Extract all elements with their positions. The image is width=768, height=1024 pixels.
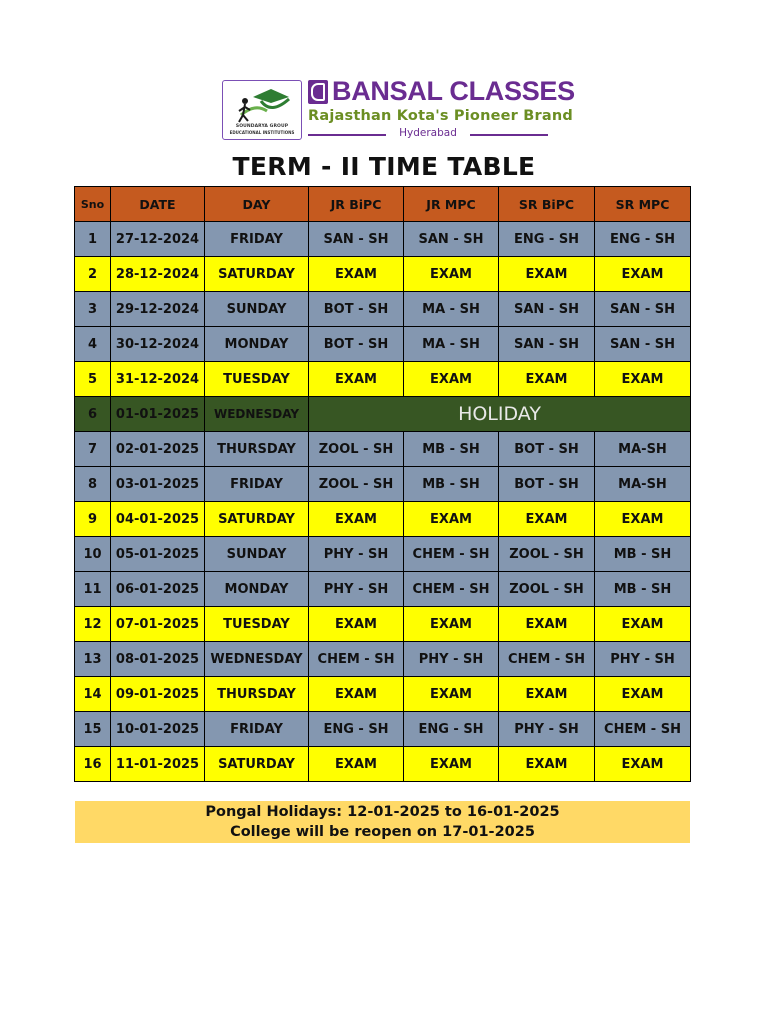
table-row (75, 642, 691, 677)
cell-sno: 7 (75, 432, 111, 467)
table-row (75, 677, 691, 712)
cell-sno: 10 (75, 537, 111, 572)
cell-jr-mpc: PHY - SH (404, 642, 499, 677)
table-row (75, 432, 691, 467)
cell-jr-mpc: CHEM - SH (404, 537, 499, 572)
cell-day: SATURDAY (205, 502, 309, 537)
cell-sr-bipc: EXAM (499, 747, 595, 782)
cell-sno: 16 (75, 747, 111, 782)
column-header-sr-bipc: SR BiPC (499, 187, 595, 222)
table-row (75, 292, 691, 327)
cell-date: 07-01-2025 (111, 607, 205, 642)
cell-jr-bipc: EXAM (309, 502, 404, 537)
table-row (75, 537, 691, 572)
cell-sr-bipc: ZOOL - SH (499, 537, 595, 572)
cell-day: FRIDAY (205, 712, 309, 747)
cell-sno: 9 (75, 502, 111, 537)
cell-sno: 14 (75, 677, 111, 712)
holiday-cell: HOLIDAY (309, 397, 691, 432)
table-row (75, 747, 691, 782)
cell-jr-mpc: EXAM (404, 747, 499, 782)
cell-jr-bipc: SAN - SH (309, 222, 404, 257)
cell-day: TUESDAY (205, 362, 309, 397)
header (222, 76, 575, 140)
cell-jr-mpc: EXAM (404, 677, 499, 712)
cell-date: 09-01-2025 (111, 677, 205, 712)
cell-date: 01-01-2025 (111, 397, 205, 432)
cell-sr-bipc: PHY - SH (499, 712, 595, 747)
cell-date: 06-01-2025 (111, 572, 205, 607)
cell-sr-bipc: EXAM (499, 677, 595, 712)
cell-sno: 13 (75, 642, 111, 677)
brand-city (308, 127, 548, 141)
cell-jr-bipc: CHEM - SH (309, 642, 404, 677)
cell-sr-mpc: CHEM - SH (595, 712, 691, 747)
cell-date: 27-12-2024 (111, 222, 205, 257)
cell-day: WEDNESDAY (205, 397, 309, 432)
cell-jr-bipc: PHY - SH (309, 537, 404, 572)
cell-day: FRIDAY (205, 467, 309, 502)
cell-sr-bipc: EXAM (499, 607, 595, 642)
cell-jr-bipc: PHY - SH (309, 572, 404, 607)
cell-jr-bipc: EXAM (309, 362, 404, 397)
cell-sr-bipc: SAN - SH (499, 292, 595, 327)
cell-day: TUESDAY (205, 607, 309, 642)
cell-sr-mpc: SAN - SH (595, 327, 691, 362)
column-header-date: DATE (111, 187, 205, 222)
cell-jr-mpc: MA - SH (404, 327, 499, 362)
cell-sr-mpc: MB - SH (595, 537, 691, 572)
table-row (75, 502, 691, 537)
cell-day: SUNDAY (205, 292, 309, 327)
cell-day: SATURDAY (205, 257, 309, 292)
cell-sr-mpc: SAN - SH (595, 292, 691, 327)
cell-jr-bipc: EXAM (309, 677, 404, 712)
table-row (75, 712, 691, 747)
cell-sr-bipc: ENG - SH (499, 222, 595, 257)
cell-date: 30-12-2024 (111, 327, 205, 362)
cell-sr-mpc: MA-SH (595, 467, 691, 502)
cell-sr-bipc: SAN - SH (499, 327, 595, 362)
column-header-jr-bipc: JR BiPC (309, 187, 404, 222)
cell-sr-mpc: EXAM (595, 607, 691, 642)
note-line2: College will be reopen on 17-01-2025 (230, 824, 535, 840)
cell-day: FRIDAY (205, 222, 309, 257)
cell-jr-mpc: MB - SH (404, 432, 499, 467)
column-header-day: DAY (205, 187, 309, 222)
cell-jr-mpc: EXAM (404, 502, 499, 537)
cell-sno: 15 (75, 712, 111, 747)
cell-date: 31-12-2024 (111, 362, 205, 397)
cell-sno: 3 (75, 292, 111, 327)
cell-sno: 8 (75, 467, 111, 502)
cell-date: 28-12-2024 (111, 257, 205, 292)
group-logo-line2: EDUCATIONAL INSTITUTIONS (229, 130, 295, 135)
table-body (75, 222, 691, 782)
cell-sr-bipc: BOT - SH (499, 432, 595, 467)
cell-sr-bipc: BOT - SH (499, 467, 595, 502)
column-header-sr-mpc: SR MPC (595, 187, 691, 222)
table-row (75, 607, 691, 642)
cell-day: MONDAY (205, 327, 309, 362)
cell-sno: 5 (75, 362, 111, 397)
cell-sr-mpc: ENG - SH (595, 222, 691, 257)
cell-date: 04-01-2025 (111, 502, 205, 537)
cell-jr-mpc: MA - SH (404, 292, 499, 327)
cell-sr-mpc: PHY - SH (595, 642, 691, 677)
cell-date: 02-01-2025 (111, 432, 205, 467)
pongal-holiday-note (75, 801, 690, 843)
divider (308, 134, 386, 136)
cell-jr-mpc: EXAM (404, 607, 499, 642)
cell-sr-mpc: EXAM (595, 747, 691, 782)
cell-jr-bipc: BOT - SH (309, 292, 404, 327)
column-header-jr-mpc: JR MPC (404, 187, 499, 222)
table-row (75, 362, 691, 397)
cell-jr-mpc: ENG - SH (404, 712, 499, 747)
brand-name: BANSAL CLASSES (332, 76, 575, 106)
cell-sr-mpc: MB - SH (595, 572, 691, 607)
cell-day: SATURDAY (205, 747, 309, 782)
cell-sr-bipc: CHEM - SH (499, 642, 595, 677)
cell-day: SUNDAY (205, 537, 309, 572)
divider (470, 134, 548, 136)
cell-sr-mpc: EXAM (595, 362, 691, 397)
cell-jr-mpc: EXAM (404, 362, 499, 397)
cell-day: MONDAY (205, 572, 309, 607)
cell-sno: 2 (75, 257, 111, 292)
cell-sr-bipc: EXAM (499, 362, 595, 397)
page-title: TERM - II TIME TABLE (232, 152, 536, 181)
cell-sno: 11 (75, 572, 111, 607)
cell-date: 05-01-2025 (111, 537, 205, 572)
table-row (75, 467, 691, 502)
cell-sno: 1 (75, 222, 111, 257)
cell-jr-bipc: ZOOL - SH (309, 432, 404, 467)
cell-sr-bipc: EXAM (499, 257, 595, 292)
city-label: Hyderabad (399, 127, 457, 139)
cell-date: 29-12-2024 (111, 292, 205, 327)
cell-sr-bipc: EXAM (499, 502, 595, 537)
table-row (75, 397, 691, 432)
cell-sr-mpc: EXAM (595, 677, 691, 712)
cell-day: WEDNESDAY (205, 642, 309, 677)
note-line1: Pongal Holidays: 12-01-2025 to 16-01-2025 (205, 804, 560, 820)
table-row (75, 572, 691, 607)
table-row (75, 327, 691, 362)
cell-day: THURSDAY (205, 432, 309, 467)
brand-tagline: Rajasthan Kota's Pioneer Brand (308, 108, 573, 124)
cell-jr-mpc: MB - SH (404, 467, 499, 502)
cell-jr-mpc: EXAM (404, 257, 499, 292)
cell-day: THURSDAY (205, 677, 309, 712)
graduate-cap-icon (231, 85, 293, 125)
table-row (75, 257, 691, 292)
cell-sr-bipc: ZOOL - SH (499, 572, 595, 607)
cell-sno: 12 (75, 607, 111, 642)
cell-date: 03-01-2025 (111, 467, 205, 502)
cell-jr-bipc: ENG - SH (309, 712, 404, 747)
cell-date: 08-01-2025 (111, 642, 205, 677)
column-header-sno: Sno (75, 187, 111, 222)
group-logo-line1: SOUNDARYA GROUP (235, 124, 289, 129)
soundarya-group-logo (222, 80, 302, 140)
cell-jr-bipc: EXAM (309, 747, 404, 782)
cell-sr-mpc: EXAM (595, 257, 691, 292)
cell-sno: 6 (75, 397, 111, 432)
table-row (75, 222, 691, 257)
table-header-row (75, 187, 691, 222)
cell-sr-mpc: MA-SH (595, 432, 691, 467)
cell-jr-mpc: CHEM - SH (404, 572, 499, 607)
cell-date: 11-01-2025 (111, 747, 205, 782)
cell-jr-mpc: SAN - SH (404, 222, 499, 257)
cell-date: 10-01-2025 (111, 712, 205, 747)
cell-jr-bipc: EXAM (309, 607, 404, 642)
cell-sno: 4 (75, 327, 111, 362)
cell-jr-bipc: BOT - SH (309, 327, 404, 362)
cell-sr-mpc: EXAM (595, 502, 691, 537)
cell-jr-bipc: ZOOL - SH (309, 467, 404, 502)
cell-jr-bipc: EXAM (309, 257, 404, 292)
timetable (74, 186, 691, 782)
bansal-logo-icon (308, 80, 328, 104)
